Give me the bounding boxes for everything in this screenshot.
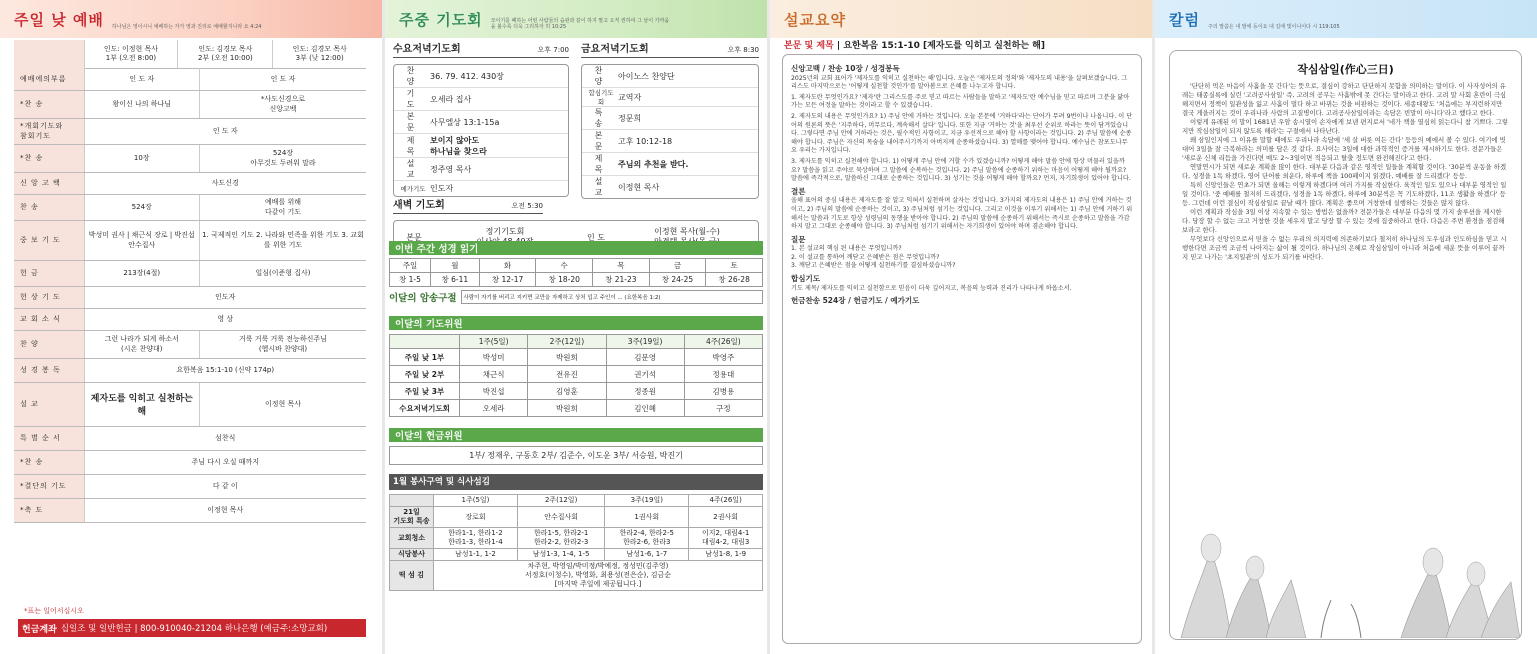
prayer-member: 박원희 (528, 349, 606, 366)
prayer-col-header (390, 335, 460, 349)
memory-verse-text: 사람이 자기를 버리고 지키면 교만을 자제하고 상처 입고 주인이 ... (요한복음 1:2) (461, 290, 763, 304)
worship-row-label: *축 도 (14, 498, 84, 522)
worship-row-value-3rd: 일심(이준형 집사) (199, 260, 366, 286)
worship-order-rows (14, 68, 366, 523)
reading-day: 화 (479, 259, 536, 273)
meeting-row-value: 정주영 목사 (430, 164, 472, 174)
memory-verse-row (389, 290, 763, 304)
worship-row (14, 118, 366, 144)
sermon-title: 설교요약 (784, 11, 846, 29)
meeting-row-label: 합심기도회 (588, 89, 614, 106)
service-assignee: 남성1-6, 1-7 (605, 549, 689, 561)
column-header (1155, 0, 1537, 38)
worship-row (14, 90, 366, 118)
service-assignee: 2권사회 (689, 507, 763, 528)
service-col-header: 3주(19일) (605, 495, 689, 507)
conclusion-heading: 결론 (791, 186, 806, 196)
worship-row-value: 주님 다시 오실 때까지 (84, 450, 366, 474)
intro-heading: 신앙고백 / 찬송 10장 / 성경봉독 (791, 64, 900, 73)
question-text: 1. 본 설교의 핵심 된 내용은 무엇입니까? 2. 이 설교를 통하여 깨닫고 은혜받은 점은 무엇입니까? 3. 깨닫고 은혜받은 점을 어떻게 실천하기를 결심하셨습니까? (791, 245, 956, 270)
worship-row-value-3rd: 1. 국제적인 기도 2. 나라와 민족을 위한 기도 3. 교회를 위한 기도 (199, 220, 366, 260)
prayer-member: 정용대 (684, 366, 762, 383)
worship-row (14, 498, 366, 522)
service-col-header: 1주(5일) (434, 495, 518, 507)
reading-day: 목 (593, 259, 650, 273)
worship-row-label: *개회기도와 참회기도 (14, 118, 84, 144)
service-assignee: 남성1-3, 1-4, 1-5 (517, 549, 604, 561)
service-col-header: 2주(12일) (517, 495, 604, 507)
flower-illustration-icon (1171, 520, 1520, 638)
worship-row-label: 헌 금 (14, 260, 84, 286)
meeting-row-label: 기 도 (406, 89, 420, 109)
prayer-member: 박영주 (684, 349, 762, 366)
meeting-row-label: 본 문 (594, 131, 608, 151)
worship-row (14, 286, 366, 308)
worship-row-value: 제자도를 익히고 실천하는 해 (84, 382, 199, 426)
offering-account-bar (18, 619, 366, 637)
meeting-row (582, 130, 758, 153)
service-assignee: 한라1-5, 한라2-1 한라2-2, 한라2-3 (517, 528, 604, 549)
service-row-label: 식당봉사 (390, 549, 434, 561)
prayer-member: 박진섭 (460, 383, 528, 400)
friday-title: 금요저녁기도회 (581, 44, 649, 55)
worship-row-label: *찬 송 (14, 144, 84, 172)
worship-row-label: *찬 송 (14, 90, 84, 118)
column-paragraph: 이렇게 유래된 이 말이 1681년 우암 송시열이 손자에게 보낸 편지로서 '네가 책을 열심히 읽는다니 참 기쁘다. 그렇지만 작심삼일이 되지 않도록 해라'는 구절에서 나타난다. (1182, 118, 1509, 135)
reading-chapters: 창 18-20 (536, 273, 593, 287)
worship-row-value: 왕이신 나의 하나님 (84, 90, 199, 118)
worship-row (14, 172, 366, 194)
service-col-header: 4주(26일) (689, 495, 763, 507)
section-1: 1. 제자도란 무엇인가요? '제자'란 그리스도를 주로 믿고 따르는 사람들을 말하고 '제자도'란 예수님을 믿고 따르며 그분을 닮아가는 모든 여정을 말하는 것이라고 할 수 있겠습니다. (791, 93, 1130, 110)
worship-header (0, 0, 382, 38)
prayer-header (385, 0, 767, 38)
worship-subtitle: 하나님은 영이시니 예배하는 자가 영과 진리로 예배할지니라 요 4:24 (111, 24, 262, 30)
meeting-row-value: 보이지 않아도 하나님을 찾으라 (430, 135, 487, 156)
prayer-meeting-panel (385, 0, 767, 654)
column-paragraph: 무엇보다 신앙인으로서 믿을 수 없는 우리의 의지력에 의존하기보다 철저히 하나님의 도우심과 인도하심을 믿고 시행한다면 조금씩 조금씩 나아지는 삶이 될 것이다. 하나님의 은혜로 작심삼일이 아니라 처음에 세운 뜻을 이루어 끝까지 믿고 나가는 '초지일관'의 성도가 되기를 바란다. (1182, 235, 1507, 261)
friday-time: 오후 8:30 (727, 46, 759, 54)
bible-reading-title: 이번 주간 성경 읽기 (389, 241, 763, 255)
prayer-col-header: 1주(5일) (460, 335, 528, 349)
worship-row-value-3rd: 거룩 거룩 거룩 전능하신주님 (헵시바 찬양대) (199, 330, 366, 358)
prayer-member: 오세라 (460, 400, 528, 417)
meeting-row (394, 134, 568, 158)
column-title: 칼럼 (1169, 11, 1200, 29)
prayer-committee-title: 이달의 기도위원 (389, 316, 763, 330)
column-paragraph: 특히 신앙인들은 연초가 되면 올해는 이렇게 하겠다며 여러 가지를 작심한다. 육적인 일도 있으나 대부분 영적인 일일 것이다. '중 예배를 철저히 드리겠다, 성경을 1독 하겠다, 하루에 30분씩은 꼭 기도하겠다, 11조 생활을 하겠다' 등등. 그런데 이런 결심이 작심삼일로 끝날 때가 많다. 계획은 좋으며 거창한데 실행하는 것들은 많지 않다. (1182, 181, 1507, 207)
dawn-leader: 이정현 목사(월-수) (654, 227, 720, 236)
meeting-row (394, 88, 568, 111)
conclusion-text: 올해 표어의 중심 내용은 제자도를 잘 알고 익혀서 실천하며 살자는 것입니다. 3가지의 제자도의 내용은 1) 주님 안에 거하는 것이고, 2) 주님의 말씀에 순종하는 것이고, 3) 주님처럼 섬기는 것입니다. 그리고 이것을 이루기 위해서는 1) 주님 안에 거하기 위해서는 말씀과 기도로 항상 성령님의 동행을 받아야 합니다. 2) 주님의 말씀에 순종하기 위해서는 즉시로 순종하고 말씀을 가감하지 말고 그대로 순종해야 합니다. 3) 주님처럼 섬기기 위해서는 자기희생이 있어야 하며 겸손해야 합니다. (791, 197, 1133, 231)
memory-verse-title: 이달의 암송구절 (389, 293, 457, 304)
prayer-col-header: 4주(26일) (684, 335, 762, 349)
reading-day: 월 (430, 259, 479, 273)
column-subtitle: 주의 말씀은 내 발에 등이요 내 길에 빛이니이다 시 119:105 (1207, 24, 1340, 30)
wednesday-time: 오후 7:00 (537, 46, 569, 54)
worship-row-value-3rd: 예배를 위해 다같이 기도 (199, 194, 366, 220)
prayer-member: 김인혜 (606, 400, 684, 417)
meeting-row-label: 본 문 (406, 112, 420, 132)
worship-row-value-3rd: 인 도 자 (199, 68, 366, 90)
joint-prayer-text: 기도 제목/ 제자도를 익히고 실천함으로 믿음이 더욱 깊어지고, 복음의 능력과 진리가 나타나게 하옵소서. (791, 284, 1072, 292)
reading-chapters: 창 26-28 (706, 273, 763, 287)
dawn-leader-label: 인 도 (587, 232, 605, 242)
worship-row (14, 426, 366, 450)
prayer-row-label: 주일 낮 3부 (390, 383, 460, 400)
service-assignee: 이지2, 대림4-1 대림4-2, 대림3 (689, 528, 763, 549)
worship-row-value: 사도신경 (84, 172, 366, 194)
worship-row-label: *결단의 기도 (14, 474, 84, 498)
prayer-member: 전유진 (528, 366, 606, 383)
meeting-row-label: 특 송 (594, 108, 608, 128)
reading-day: 금 (649, 259, 706, 273)
column-paragraph: 이런 계획과 작심을 3일 이상 지속할 수 있는 방법은 없을까? 전문가들은 대부분 다음의 몇 가지 솔루션을 제시한다. 당장 할 수 없는 크고 거창한 것을 세우지 말고 당장 할 수 있는 것에 집중하라고 한다. 다음은 주변 환경을 점검해 보라고 한다. (1182, 208, 1505, 234)
worship-row-value: 213장(4절) (84, 260, 199, 286)
account-label: 헌금계좌 (22, 624, 57, 635)
worship-title: 주일 낮 예배 (14, 11, 104, 29)
meeting-row (582, 88, 758, 107)
worship-row-value-3rd: 524장 아무것도 두려워 말라 (199, 144, 366, 172)
service-assignee: 남성1-1, 1-2 (434, 549, 518, 561)
prayer-member: 김영훈 (528, 383, 606, 400)
worship-row-value: 그런 나라가 되게 하소서 (시온 찬양대) (84, 330, 199, 358)
column-article-title: 작심삼일(作心三日) (1297, 63, 1394, 76)
meeting-row-label: 제 목 (406, 135, 420, 156)
meeting-row (394, 65, 568, 88)
friday-meeting (581, 40, 759, 199)
service-assignee: 남성1-8, 1-9 (689, 549, 763, 561)
meeting-row-value: 인도자 (430, 184, 454, 193)
meeting-row-value: 교역자 (618, 92, 642, 102)
sermon-body (782, 54, 1142, 644)
worship-row (14, 144, 366, 172)
food-service-members: 차주현, 박영임/박미정/박예정, 정성민(김주영) 서정호(이청수), 박영화, 최용성(전은순), 김금순 [마지막 주일에 제공됩니다.] (434, 561, 763, 591)
worship-row-value: 박성미 권사 | 채근식 장로 | 박진섭 안수집사 (84, 220, 199, 260)
closing-order: 헌금찬송 524장 / 헌금기도 / 예가기도 (791, 296, 920, 306)
meeting-row-label: 설 교 (406, 159, 420, 179)
service-col-header (390, 495, 434, 507)
meeting-row (582, 176, 758, 198)
service-2-header: 인도: 김경모 목사 2부 (오전 10:00) (178, 40, 273, 68)
meeting-row (582, 107, 758, 130)
prayer-subtitle: 모이기를 폐하는 어떤 사람들의 습관과 같이 하지 말고 오직 권하여 그 날이 가까움을 볼수록 더욱 그리하자 히 10:25 (490, 18, 670, 30)
worship-row-label: 찬 송 (14, 194, 84, 220)
worship-row (14, 260, 366, 286)
account-value: 십일조 및 일반헌금 | 800-910040-21204 하나은행 (예금주:소망교회) (60, 624, 328, 634)
worship-row (14, 220, 366, 260)
meeting-row-label: 찬 양 (406, 66, 420, 86)
prayer-member: 박성미 (460, 349, 528, 366)
section-2: 2. 제자도의 내용은 무엇인가요? 1) 주님 안에 거하는 것입니다. 오늘 본문에 '거하다'라는 단어가 무려 9번이나 나옵니다. 이 단어의 원론의 뜻은 '지주하다, 머무르다, 계속해서 살다' 입니다. 또한 지금 '거하는 것'을 최우선 순위로 하라는 뜻이 담겨있습니다. 그렇다면 주님 안에 거하라는 것은, 필수적인 사항이고, 지금 우선적으로 해야 할 사항이라는 것입니다. 2) 주님 말씀에 순종해야 합니다. 주님은 자신의 목숨을 내어주시기까지 아버지께 순종하셨습니다. 3) 열매를 맺어야 합니다. 예수님은 참포도나무요 우리는 가지입니다. (791, 112, 1133, 155)
prayer-title: 주중 기도회 (399, 11, 483, 29)
food-service-label: 떡 섬 김 (390, 561, 434, 591)
worship-row-label: 성 경 봉 독 (14, 358, 84, 382)
worship-row-label: 교 회 소 식 (14, 308, 84, 330)
service-1-header: 인도: 이정현 목사 1부 (오전 8:00) (84, 40, 178, 68)
meeting-row-value: 아이노스 찬양단 (618, 71, 675, 81)
service-area-table (389, 494, 763, 591)
service-assignee: 1권사회 (605, 507, 689, 528)
joint-prayer-heading: 합심기도 (791, 274, 820, 284)
meeting-row-value: 오세라 집사 (430, 94, 472, 104)
worship-row (14, 382, 366, 426)
worship-row-value: 요한복음 15:1-10 (신약 174p) (84, 358, 366, 382)
worship-row-label: 헌 상 기 도 (14, 286, 84, 308)
dawn-text-label: 본문 (406, 232, 422, 242)
prayer-member: 채근식 (460, 366, 528, 383)
section-3: 3. 제자도를 익히고 실천해야 합니다. 1) 어떻게 주님 안에 거할 수가 있겠습니까? 어떻게 해야 말씀 안에 항상 머물러 있을까요? 말씀을 읽고 주야로 묵상하며 그 말씀에 순복하는 것입니다. 2) 주님 말씀에 순종하기 위하는 마음이 어떻게 해야 될까요? 말씀에 즉각적으로, 말씀하신 그대로 순종하는 것입니다. 3) 성기는 것을 어떻게 해야 할까요? 먼저, 자기희생이 있어야 합니다. (791, 157, 1131, 183)
worship-row-value: 524장 (84, 194, 199, 220)
meeting-row-value: 주님의 추천을 받다. (618, 159, 689, 169)
service-assignee: 한라2-4, 한라2-5 한라2-6, 한라3 (605, 528, 689, 549)
wednesday-meeting (393, 40, 569, 197)
worship-row-value: 다 같 이 (84, 474, 366, 498)
prayer-row-label: 수요저녁기도회 (390, 400, 460, 417)
prayer-member: 구정 (684, 400, 762, 417)
prayer-member: 정종원 (606, 383, 684, 400)
worship-row (14, 308, 366, 330)
column-panel (1155, 0, 1537, 654)
offering-committee-title: 이달의 헌금위원 (389, 428, 763, 442)
meeting-row-value: 36. 79. 412. 430장 (430, 71, 504, 81)
worship-row-value: 인 도 자 (84, 68, 199, 90)
service-area-title: 1월 봉사구역 및 식사섬김 (389, 474, 763, 490)
stand-note: *표는 일어서십시오 (24, 607, 84, 615)
meeting-row-value: 사무엘상 13:1-15a (430, 117, 500, 127)
wednesday-title: 수요저녁기도회 (393, 44, 461, 55)
worship-row (14, 358, 366, 382)
column-paragraph: 연말연시가 되면 새로운 계획을 많이 한다. 대부분 다음과 같은 영적인 일들을 계획할 것이다. '30분씩 운동을 하겠다, 성경을 1독 하겠다, 영어 단어를 외운다, 하루에 책을 100페이지 읽겠다, 예배를 잘 드리겠다' 등등. (1182, 163, 1507, 180)
worship-row-value: 인 도 자 (84, 118, 366, 144)
worship-order-table (14, 40, 366, 69)
column-paragraph: '단단히 먹은 마음이 사흘을 못 간다'는 뜻으로, 결심이 강하고 단단하지 못함을 의미하는 말이다. 이 사자성어의 유래는 태종실록에 실린 '고려공사삼일' 즉, 고려의 공무는 사흘밖에 못 간다는 말이라고 한다. 고려 말 사회 혼란이 극심해지면서 정책이 일관성을 잃고 사흘이 멀다 하고 바뀌는 것을 비판하는 것이다. 세종대왕도 '처음에는 부지런하지만 결국 게을러지는 것이 우리나라 사람의 고질병이다. 고려공사삼일이라는 속담은 빈말이 아니다'라고 했다고 한다. (1182, 82, 1507, 117)
worship-row (14, 330, 366, 358)
prayer-member: 김병용 (684, 383, 762, 400)
column-paragraph: 왜 삼일인지에 그 이유를 말할 때에도 우리나라 속담에 '세 살 버릇 여든 간다' 등등의 예에서 볼 수 있다. 여기에 빗대어 3일을 잘 극복하라는 의미를 담은 것 같다. 요사이는 3일에 대한 과학적인 증거를 제시하기도 한다. 전문가들은 '새로운 신체 리듬을 가진다면 매도 2~3일이면 적응되고 탈출 정도면 완전해진다'고 한다. (1182, 136, 1506, 162)
worship-panel (0, 0, 382, 654)
prayer-member: 박원희 (528, 400, 606, 417)
meeting-row-label: 제 목 (594, 154, 608, 174)
worship-row-label: *찬 송 (14, 450, 84, 474)
worship-row-value: 10장 (84, 144, 199, 172)
service-row-label: 교회청소 (390, 528, 434, 549)
worship-row-value: 영 상 (84, 308, 366, 330)
worship-row-label: 예배에의부름 (14, 68, 84, 90)
worship-row-value-3rd: 이정현 목사 (199, 382, 366, 426)
worship-row-value: 인도자 (84, 286, 366, 308)
reading-day: 주일 (390, 259, 431, 273)
meeting-row-label: 찬 양 (594, 66, 608, 86)
prayer-row-label: 주일 낮 2부 (390, 366, 460, 383)
worship-row-label: 설 교 (14, 382, 84, 426)
meeting-row (582, 153, 758, 176)
service-assignee: 장로회 (434, 507, 518, 528)
reading-day: 수 (536, 259, 593, 273)
service-assignee: 한라1-1, 한라1-2 한라1-3, 한라1-4 (434, 528, 518, 549)
reading-day: 토 (706, 259, 763, 273)
meeting-row-value: 정문희 (618, 113, 642, 123)
sermon-summary-panel (770, 0, 1152, 654)
prayer-row-label: 주일 낮 1부 (390, 349, 460, 366)
worship-row-label: 찬 양 (14, 330, 84, 358)
dawn-time: 오전 5:30 (511, 202, 543, 210)
worship-row-value: 이정현 목사 (84, 498, 366, 522)
reading-chapters: 창 12-17 (479, 273, 536, 287)
prayer-member: 권기석 (606, 366, 684, 383)
meeting-row-label: 예가기도 (400, 185, 426, 193)
question-heading: 질문 (791, 234, 806, 244)
reading-chapters: 창 6-11 (430, 273, 479, 287)
dawn-title: 새벽 기도회 (393, 200, 445, 211)
service-3-header: 인도: 김경모 목사 3부 (낮 12:00) (273, 40, 366, 68)
prayer-member: 김문영 (606, 349, 684, 366)
worship-row-label: 특 별 순 서 (14, 426, 84, 450)
meeting-row-value: 이정현 목사 (618, 182, 660, 192)
dawn-text: 정기기도회 (485, 227, 525, 236)
worship-row (14, 474, 366, 498)
worship-row (14, 194, 366, 220)
reading-chapters: 창 21-23 (593, 273, 650, 287)
reading-chapters: 창 1-5 (390, 273, 431, 287)
prayer-col-header: 3주(19일) (606, 335, 684, 349)
meeting-row-value: 고후 10:12-18 (618, 136, 673, 146)
worship-row-value: 섬찬식 (84, 426, 366, 450)
meeting-row-label: 설 교 (594, 177, 608, 197)
prayer-col-header: 2주(12일) (528, 335, 606, 349)
meeting-row (582, 65, 758, 88)
service-row-label: 21일 기도회 특송 (390, 507, 434, 528)
offering-committee: 1부/ 정재우, 구동호 2부/ 김준수, 이도운 3부/ 서승원, 박진기 (389, 446, 763, 465)
bible-reading-table (389, 258, 763, 287)
sermon-header (770, 0, 1152, 38)
reading-chapters: 창 24-25 (649, 273, 706, 287)
prayer-committee-table (389, 334, 763, 417)
worship-row-value-3rd: *사도신경으로 신앙고백 (199, 90, 366, 118)
meeting-row (394, 111, 568, 134)
meeting-row (394, 158, 568, 181)
intro-text: 2025년의 교회 표어가 '제자도를 익히고 실천하는 해'입니다. 오늘은 '제자도의 정의'와 '제자도의 내용'을 살펴보겠습니다. 그리스도 마지막으로는 '어떻게 실천할 것인가'를 알아봄으로 은혜를 나누고자 합니다. (791, 74, 1128, 91)
sermon-subject: 본문 및 제목 | 요한복음 15:1-10 [제자도를 익히고 실천하는 해] (784, 41, 1045, 51)
worship-row-label: 신 앙 고 백 (14, 172, 84, 194)
worship-row (14, 68, 366, 90)
worship-row (14, 450, 366, 474)
service-assignee: 안수집사회 (517, 507, 604, 528)
meeting-row (394, 181, 568, 196)
worship-row-label: 중 보 기 도 (14, 220, 84, 260)
